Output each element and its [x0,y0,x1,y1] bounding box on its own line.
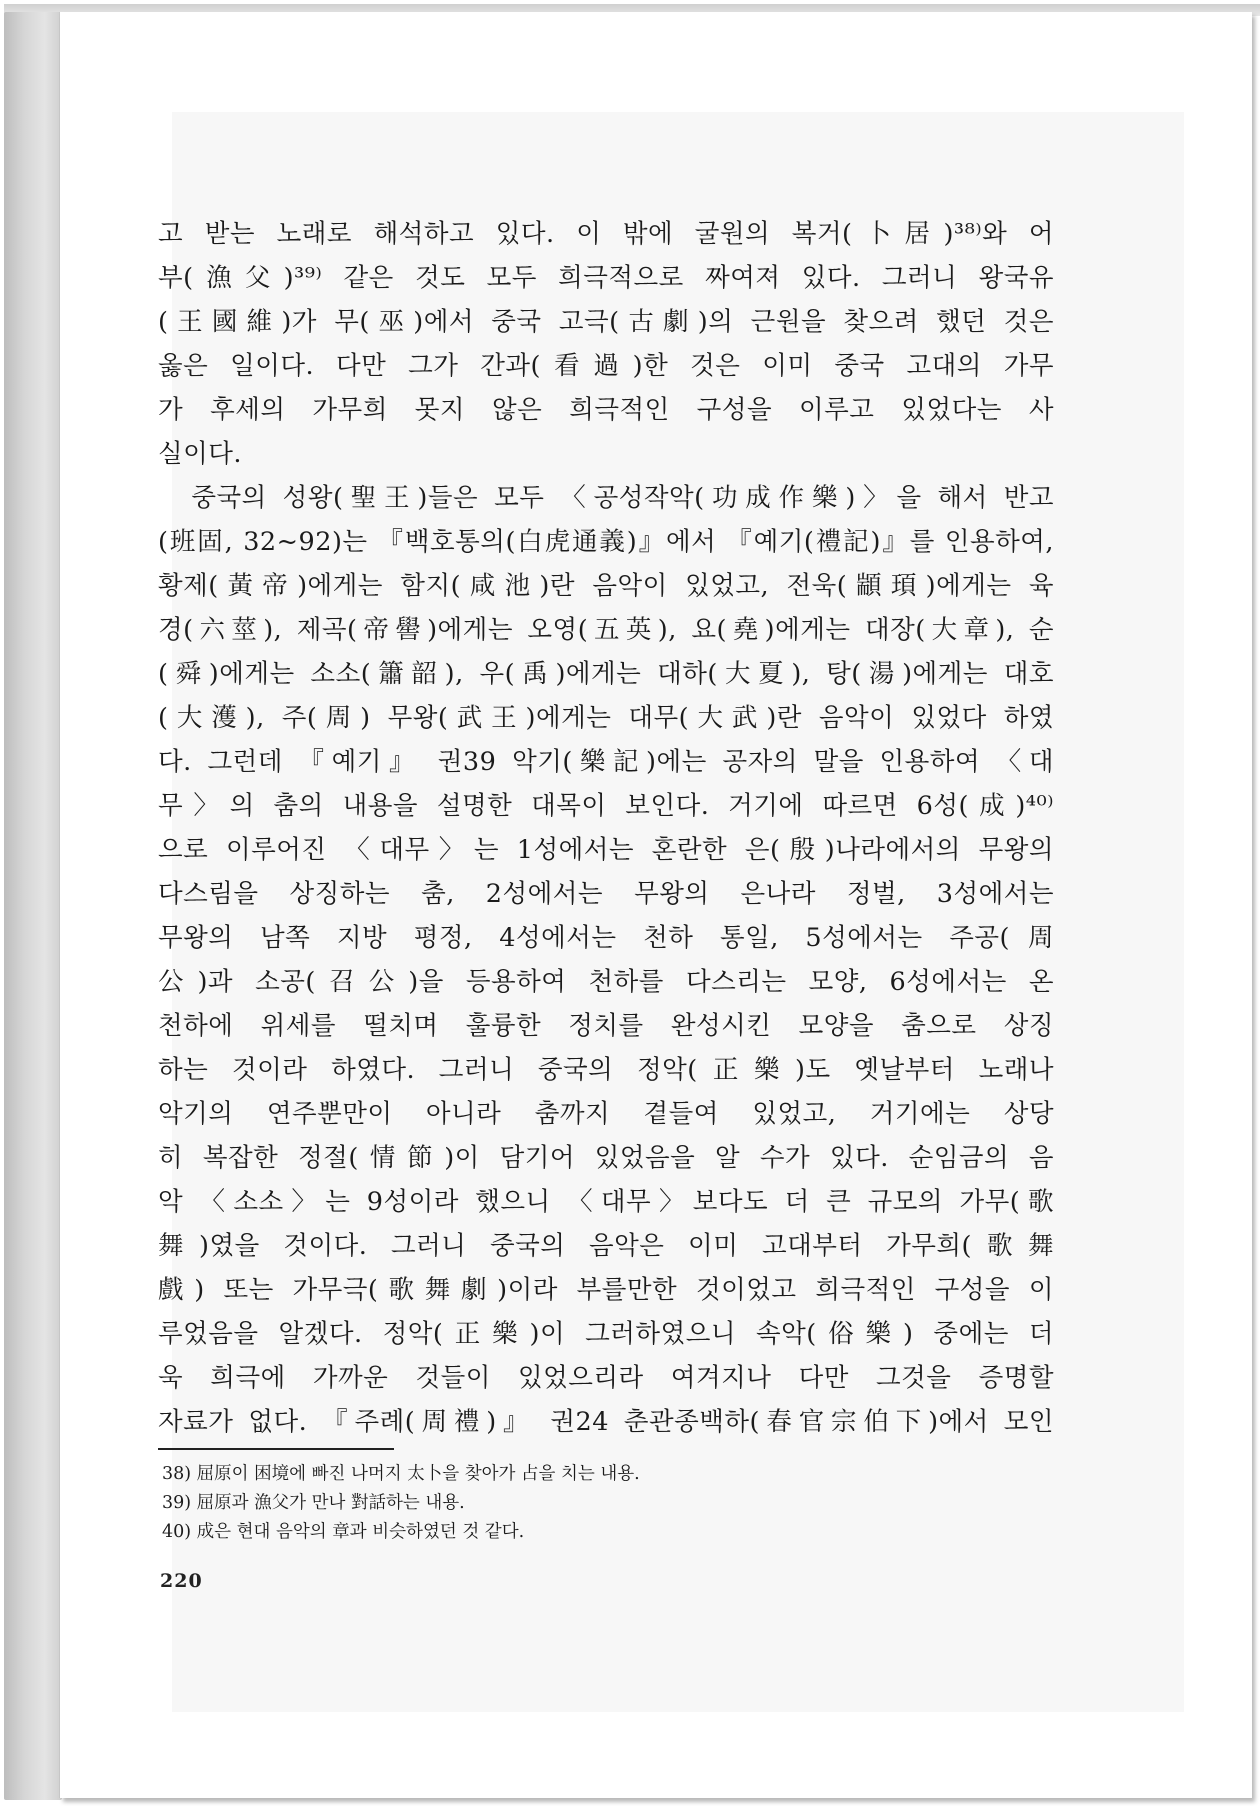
body-line: 히 복잡한 정절(情節)이 담기어 있었음을 알 수가 있다. 순임금의 음 [158,1143,1054,1173]
body-line: 무〉의 춤의 내용을 설명한 대목이 보인다. 거기에 따르면 6성(成)⁴⁰⁾ [158,791,1054,821]
body-line: (舜)에게는 소소(簫韶), 우(禹)에게는 대하(大夏), 탕(湯)에게는 대호 [158,659,1054,689]
body-line: 황제(黃帝)에게는 함지(咸池)란 음악이 있었고, 전욱(顓頊)에게는 육 [158,571,1054,601]
body-line: 경(六莖), 제곡(帝嚳)에게는 오영(五英), 요(堯)에게는 대장(大章), 순 [158,615,1054,645]
body-line: 실이다. [158,439,243,469]
body-line: 으로 이루어진 〈대무〉는 1성에서는 혼란한 은(殷)나라에서의 무왕의 [158,835,1054,865]
body-line: 루었음을 알겠다. 정악(正樂)이 그러하였으니 속악(俗樂) 중에는 더 [158,1319,1054,1349]
body-line: 舞)였을 것이다. 그러니 중국의 음악은 이미 고대부터 가무희(歌舞 [158,1231,1054,1261]
body-line: (班固, 32~92)는 『백호통의(白虎通義)』에서 『예기(禮記)』를 인용하여, [158,527,1054,557]
body-line: (大濩), 주(周) 무왕(武王)에게는 대무(大武)란 음악이 있었다 하였 [158,703,1054,733]
body-line: 戲) 또는 가무극(歌舞劇)이라 부를만한 것이었고 희극적인 구성을 이 [158,1275,1054,1305]
body-line: 公)과 소공(召公)을 등용하여 천하를 다스리는 모양, 6성에서는 온 [158,967,1054,997]
body-line: 다. 그런데 『예기』 권39 악기(樂記)에는 공자의 말을 인용하여 〈대 [158,747,1054,777]
body-line: 악기의 연주뿐만이 아니라 춤까지 곁들여 있었고, 거기에는 상당 [158,1099,1054,1129]
footnote-39: 39) 屈原과 漁父가 만나 對話하는 내용. [162,1493,465,1513]
body-line: 악 〈소소〉는 9성이라 했으니 〈대무〉보다도 더 큰 규모의 가무(歌 [158,1187,1054,1217]
body-line: 중국의 성왕(聖王)들은 모두 〈공성작악(功成作樂)〉을 해서 반고 [158,483,1054,513]
footnote-divider [158,1448,394,1450]
body-line: 욱 희극에 가까운 것들이 있었으리라 여겨지나 다만 그것을 증명할 [158,1363,1054,1393]
body-line: 천하에 위세를 떨치며 훌륭한 정치를 완성시킨 모양을 춤으로 상징 [158,1011,1054,1041]
body-line: 무왕의 남쪽 지방 평정, 4성에서는 천하 통일, 5성에서는 주공(周 [158,923,1054,953]
footnote-38: 38) 屈原이 困境에 빠진 나머지 太卜을 찾아가 占을 치는 내용. [162,1464,640,1484]
body-text [158,212,1054,1444]
body-line: 다스림을 상징하는 춤, 2성에서는 무왕의 은나라 정벌, 3성에서는 [158,879,1054,909]
book-spine-edge [4,12,62,1800]
body-line: 가 후세의 가무희 못지 않은 희극적인 구성을 이루고 있었다는 사 [158,395,1054,425]
body-line: (王國維)가 무(巫)에서 중국 고극(古劇)의 근원을 찾으려 했던 것은 [158,307,1054,337]
body-line: 부(漁父)³⁹⁾ 같은 것도 모두 희극적으로 짜여져 있다. 그러니 왕국유 [158,263,1054,293]
footnotes [162,1460,962,1547]
body-line: 자료가 없다. 『주례(周禮)』 권24 춘관종백하(春官宗伯下)에서 모인 [158,1407,1054,1437]
body-line: 하는 것이라 하였다. 그러니 중국의 정악(正樂)도 옛날부터 노래나 [158,1055,1054,1085]
body-line: 고 받는 노래로 해석하고 있다. 이 밖에 굴원의 복거(卜居)³⁸⁾와 어 [158,219,1054,249]
body-line: 옳은 일이다. 다만 그가 간과(看過)한 것은 이미 중국 고대의 가무 [158,351,1054,381]
footnote-40: 40) 成은 현대 음악의 章과 비슷하였던 것 같다. [162,1522,525,1542]
page-number: 220 [160,1570,203,1592]
